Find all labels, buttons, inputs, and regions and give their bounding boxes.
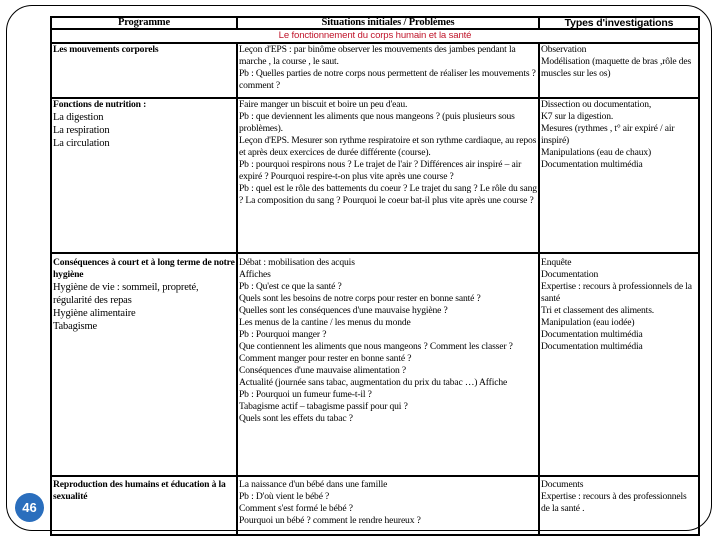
- situation-line: Pb : Pourquoi un fumeur fume-t-il ?: [239, 389, 372, 400]
- situation-line: Comment manger pour rester en bonne santé ?: [239, 353, 412, 364]
- programme-title: Les mouvements corporels: [53, 44, 159, 55]
- situations-cell: [237, 98, 539, 253]
- programme-item: La digestion: [53, 112, 104, 123]
- type-line: Manipulation (eau iodée): [541, 317, 635, 328]
- situation-line: Tabagisme actif – tabagisme passif pour qui ?: [239, 401, 408, 412]
- type-line: Documentation multimédia: [541, 341, 643, 352]
- type-line: Dissection ou documentation,: [541, 99, 652, 110]
- header-types: Types d'investigations: [539, 17, 699, 29]
- programme-cell: [51, 98, 237, 253]
- table-row: [51, 253, 699, 476]
- situation-line: Quels sont les besoins de notre corps pour rester en bonne santé ?: [239, 293, 481, 304]
- programme-title: Fonctions de nutrition :: [53, 99, 147, 110]
- type-line: K7 sur la digestion.: [541, 111, 614, 122]
- programme-item: La circulation: [53, 138, 110, 149]
- type-line: Manipulations (eau de chaux): [541, 147, 652, 158]
- programme-title: Conséquences à court et à long terme de notre hygiène: [53, 257, 235, 280]
- table-row: [51, 98, 699, 253]
- situation-line: Que contiennent les aliments que nous mangeons ? Comment les classer ?: [239, 341, 513, 352]
- programme-item: Tabagisme: [53, 321, 97, 332]
- table-row: [51, 476, 699, 535]
- type-line: Expertise : recours à professionnels de la santé: [541, 281, 692, 304]
- situation-line: Débat : mobilisation des acquis: [239, 257, 355, 268]
- types-cell: [539, 98, 699, 253]
- type-line: Documentation multimédia: [541, 329, 643, 340]
- situation-line: Quelles sont les conséquences d'une mauvaise hygiène ?: [239, 305, 448, 316]
- type-line: Expertise : recours à des professionnels de la santé .: [541, 491, 687, 514]
- programme-cell: [51, 253, 237, 476]
- situation-line: Faire manger un biscuit et boire un peu d'eau.: [239, 99, 408, 110]
- section-subtitle: Le fonctionnement du corps humain et la santé: [51, 29, 699, 43]
- types-cell: [539, 253, 699, 476]
- programme-item: Hygiène de vie : sommeil, propreté, régularité des repas: [53, 282, 199, 306]
- programme-title: Reproduction des humains et éducation à la sexualité: [53, 479, 226, 502]
- situation-line: Les menus de la cantine / les menus du monde: [239, 317, 411, 328]
- programme-table: [50, 16, 700, 536]
- situation-line: Pb : pourquoi respirons nous ? Le trajet de l'air ? Différences air inspiré – air expiré ? Pourquoi respire-t-on plus vite après une course ?: [239, 159, 522, 182]
- situation-line: Leçon d'EPS : par binôme observer les mouvements des jambes pendant la marche , la course , le saut.: [239, 44, 516, 67]
- programme-item: La respiration: [53, 125, 110, 136]
- header-row: [51, 17, 699, 29]
- type-line: Documentation multimédia: [541, 159, 643, 170]
- types-cell: [539, 43, 699, 98]
- situation-line: La naissance d'un bébé dans une famille: [239, 479, 388, 490]
- situations-cell: [237, 476, 539, 535]
- types-cell: [539, 476, 699, 535]
- header-programme: Programme: [51, 17, 237, 29]
- situation-line: Pb : Pourquoi manger ?: [239, 329, 327, 340]
- type-line: Modélisation (maquette de bras ,rôle des muscles sur les os): [541, 56, 692, 79]
- situation-line: Pb : D'où vient le bébé ?: [239, 491, 330, 502]
- type-line: Observation: [541, 44, 587, 55]
- header-situations: Situations initiales / Problèmes: [237, 17, 539, 29]
- situations-cell: [237, 43, 539, 98]
- situation-line: Pb : Quelles parties de notre corps nous permettent de réaliser les mouvements ? comment ?: [239, 68, 536, 91]
- page-number-badge: 46: [15, 493, 44, 522]
- situation-line: Pb : Qu'est ce que la santé ?: [239, 281, 342, 292]
- situation-line: Leçon d'EPS. Mesurer son rythme respiratoire et son rythme cardiaque, au repos et après deux exercices de durée différente (course).: [239, 135, 537, 158]
- type-line: Documentation: [541, 269, 599, 280]
- programme-item: Hygiène alimentaire: [53, 308, 136, 319]
- programme-cell: [51, 43, 237, 98]
- situation-line: Pb : que deviennent les aliments que nous mangeons ? (puis plusieurs sous problèmes).: [239, 111, 515, 134]
- situation-line: Quels sont les effets du tabac ?: [239, 413, 353, 424]
- situation-line: Pb : quel est le rôle des battements du coeur ? Le trajet du sang ? Le rôle du sang ? La composition du sang ? Pourquoi le coeur bat-il plus vite après une course ?: [239, 183, 537, 206]
- subtitle-row: [51, 29, 699, 43]
- situation-line: Pourquoi un bébé ? comment le rendre heureux ?: [239, 515, 421, 526]
- type-line: Mesures (rythmes , t° air expiré / air inspiré): [541, 123, 675, 146]
- situations-cell: [237, 253, 539, 476]
- type-line: Tri et classement des aliments.: [541, 305, 655, 316]
- type-line: Documents: [541, 479, 584, 490]
- situation-line: Affiches: [239, 269, 271, 280]
- situation-line: Comment s'est formé le bébé ?: [239, 503, 353, 514]
- situation-line: Conséquences d'une mauvaise alimentation ?: [239, 365, 406, 376]
- table-row: [51, 43, 699, 98]
- type-line: Enquête: [541, 257, 572, 268]
- programme-cell: [51, 476, 237, 535]
- situation-line: Actualité (journée sans tabac, augmentation du prix du tabac …) Affiche: [239, 377, 508, 388]
